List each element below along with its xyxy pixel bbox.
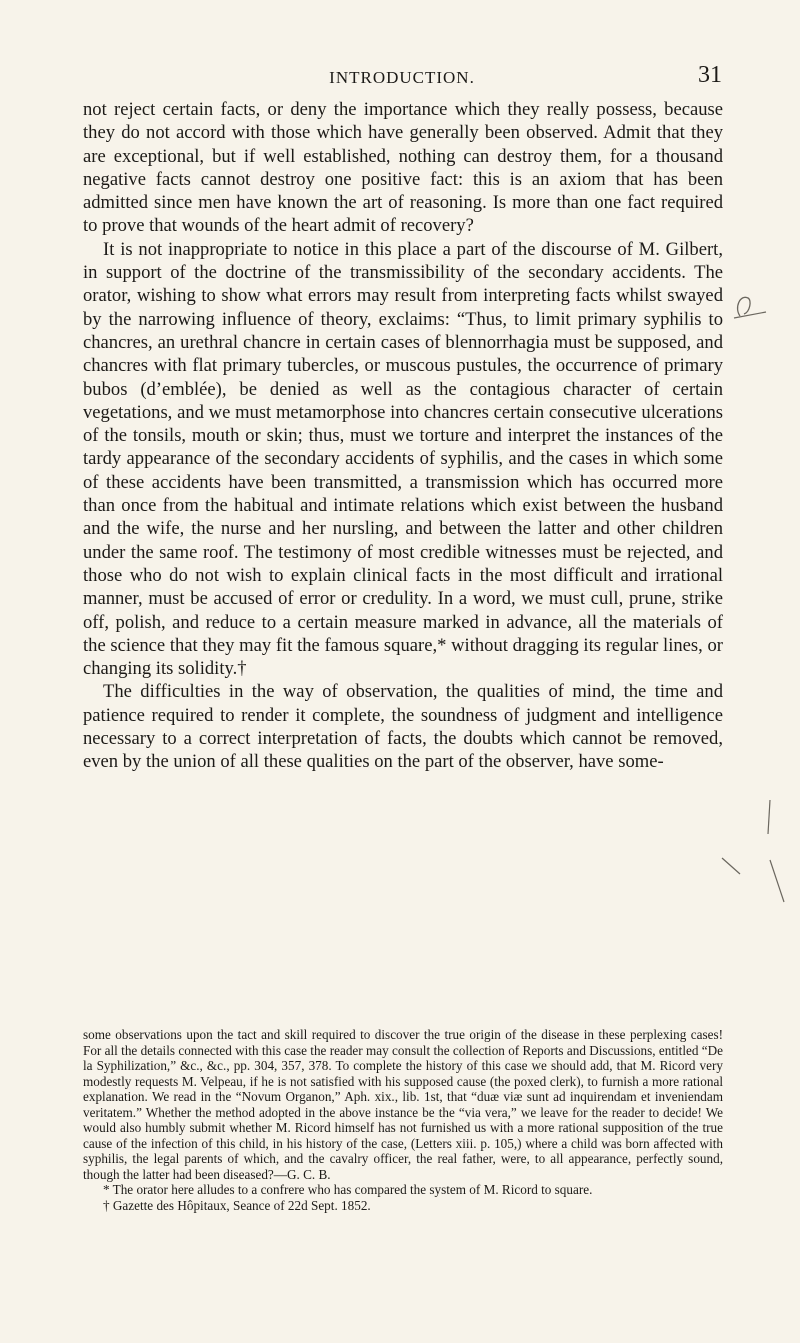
body-text	[83, 98, 723, 774]
footnotes	[83, 1027, 723, 1213]
footnote: * The orator here alludes to a confrere who has compared the system of M. Ricord to square.	[103, 1182, 593, 1197]
page-number: 31	[698, 62, 722, 88]
paragraph: not reject certain facts, or deny the importance which they really possess, because they do not accord with those which have generally been observed. Admit that they are exceptional, but if well established, nothing can destroy them, for a thousand negative facts cannot destroy one positive fact: this is an axiom that has been admitted since men have known the art of reasoning. Is more than one fact required to prove that wounds of the heart admit of recovery?	[83, 99, 723, 237]
margin-pencil-stroke	[760, 798, 780, 838]
footnote: † Gazette des Hôpitaux, Seance of 22d Sept. 1852.	[103, 1197, 371, 1213]
margin-annotation-mark	[730, 288, 770, 328]
paragraph: It is not inappropriate to notice in this place a part of the discourse of M. Gilbert, in support of the doctrine of the transmissibility of the secondary accidents. The orator, wishing to show what errors may result from interpreting facts whilst swayed by the narrowing influence of theory, exclaims: “Thus, to limit primary syphilis to chancres, an urethral chancre in certain cases of blennorrhagia must be supposed, and chancres with flat primary tubercles, or muscous pustules, the occurrence of primary bubos (d’emblée), be denied as well as the contagious character of certain vegetations, and we must metamorphose into chancres certain consecutive ulcerations of the tonsils, mouth or skin; thus, must we torture and interpret the instances of the tardy appearance of the secondary accidents of syphilis, and the cases in which some of these accidents have been transmitted, a transmission which has occurred more than once from the habitual and intimate relations which exist between the husband and the wife, the nurse and her nursling, and between the latter and other children under the same roof. The testimony of most credible witnesses must be rejected, and those who do not wish to explain clinical facts in the most difficult and irrational manner, must be accused of error or credulity. In a word, we must cull, prune, strike off, polish, and reduce to a certain measure marked in advance, all the materials of the science that they may fit the famous square,* without dragging its regular lines, or changing its solidity.†	[83, 238, 723, 680]
margin-pencil-stroke	[718, 854, 788, 914]
paragraph: The difficulties in the way of observation, the qualities of mind, the time and patience required to render it complete, the soundness of judgment and intelligence necessary to a correct interpretation of facts, the doubts which cannot be removed, even by the union of all these qualities on the part of the observer, have some-	[83, 681, 723, 773]
running-header	[82, 62, 722, 92]
footnote: some observations upon the tact and skill required to discover the true origin of the disease in these perplexing cases! For all the details connected with this case the reader may consult the collection of Reports and Discussions, entitled “De la Syphilization,” &c., &c., pp. 304, 357, 378. To complete the history of this case we should add, that M. Ricord very modestly requests M. Velpeau, if he is not satisfied with his supposed cause (the poxed clerk), to furnish a more rational explanation. We read in the “Novum Organon,” Aph. xix., lib. 1st, that “duæ viæ sunt ad inquirendam et inveniendam veritatem.” Whether the method adopted in the above instance be the “via vera,” we leave for the reader to decide! We would also humbly submit whether M. Ricord himself has not furnished us with a more rational supposition of the true cause of the infection of this child, in his history of the case, (Letters xiii. p. 105,) where a child was born affected with syphilis, the legal parents of which, and the cavalry officer, the real father, were, to all appearance, perfectly sound, though the latter had been diseased?—G. C. B.	[83, 1027, 723, 1182]
running-title: INTRODUCTION.	[329, 68, 475, 87]
